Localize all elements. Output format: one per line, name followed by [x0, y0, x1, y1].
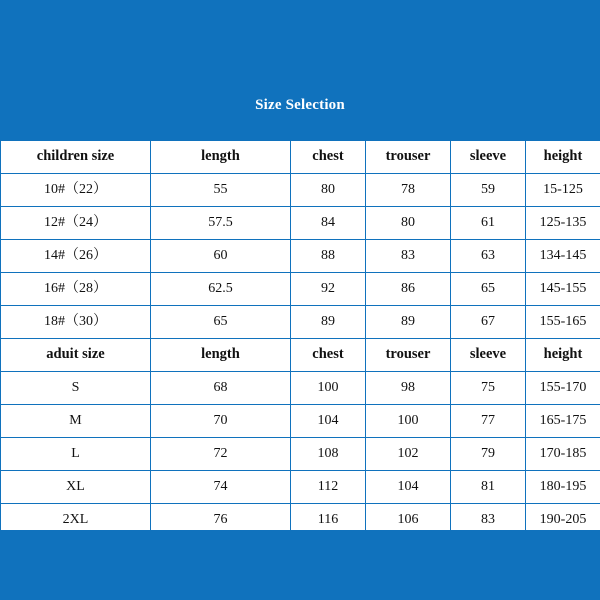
cell-trouser: 89	[366, 306, 451, 339]
cell-chest: 89	[291, 306, 366, 339]
cell-chest: 104	[291, 405, 366, 438]
cell-length: 62.5	[151, 273, 291, 306]
cell-sleeve: 83	[451, 504, 526, 537]
cell-length: 76	[151, 504, 291, 537]
cell-sleeve: 75	[451, 372, 526, 405]
cell-length: 65	[151, 306, 291, 339]
cell-length: 72	[151, 438, 291, 471]
cell-trouser: 83	[366, 240, 451, 273]
title-bar	[0, 0, 600, 140]
cell-trouser: 80	[366, 207, 451, 240]
column-header: sleeve	[451, 141, 526, 174]
bottom-background	[0, 530, 600, 600]
cell-sleeve: 59	[451, 174, 526, 207]
table-row	[1, 438, 600, 471]
cell-height: 170-185	[526, 438, 600, 471]
cell-trouser: 106	[366, 504, 451, 537]
column-header: sleeve	[451, 339, 526, 372]
cell-sleeve: 77	[451, 405, 526, 438]
cell-size: S	[1, 372, 151, 405]
cell-sleeve: 81	[451, 471, 526, 504]
table-row	[1, 372, 600, 405]
cell-length: 74	[151, 471, 291, 504]
cell-size: M	[1, 405, 151, 438]
cell-height: 125-135	[526, 207, 600, 240]
column-header: length	[151, 141, 291, 174]
column-header: length	[151, 339, 291, 372]
cell-height: 145-155	[526, 273, 600, 306]
table-header-row-adult	[1, 339, 600, 372]
cell-sleeve: 63	[451, 240, 526, 273]
cell-height: 180-195	[526, 471, 600, 504]
cell-sleeve: 61	[451, 207, 526, 240]
table-row	[1, 306, 600, 339]
cell-trouser: 98	[366, 372, 451, 405]
cell-chest: 84	[291, 207, 366, 240]
cell-size: L	[1, 438, 151, 471]
cell-height: 134-145	[526, 240, 600, 273]
cell-trouser: 102	[366, 438, 451, 471]
cell-length: 60	[151, 240, 291, 273]
cell-sleeve: 79	[451, 438, 526, 471]
page-title: Size Selection	[255, 97, 345, 113]
cell-length: 68	[151, 372, 291, 405]
cell-sleeve: 65	[451, 273, 526, 306]
table-row	[1, 240, 600, 273]
cell-chest: 108	[291, 438, 366, 471]
cell-size: 12#（24）	[1, 207, 151, 240]
column-header: trouser	[366, 339, 451, 372]
table-row	[1, 174, 600, 207]
size-table	[0, 140, 600, 537]
cell-trouser: 78	[366, 174, 451, 207]
table-row	[1, 471, 600, 504]
cell-chest: 88	[291, 240, 366, 273]
cell-chest: 100	[291, 372, 366, 405]
cell-sleeve: 67	[451, 306, 526, 339]
cell-height: 190-205	[526, 504, 600, 537]
cell-trouser: 86	[366, 273, 451, 306]
cell-size: 2XL	[1, 504, 151, 537]
cell-height: 155-165	[526, 306, 600, 339]
column-header: trouser	[366, 141, 451, 174]
table-row	[1, 273, 600, 306]
column-header: children size	[1, 141, 151, 174]
cell-trouser: 104	[366, 471, 451, 504]
cell-height: 15-125	[526, 174, 600, 207]
cell-chest: 116	[291, 504, 366, 537]
column-header: chest	[291, 339, 366, 372]
column-header: aduit size	[1, 339, 151, 372]
cell-size: 14#（26）	[1, 240, 151, 273]
cell-size: 16#（28）	[1, 273, 151, 306]
cell-size: 10#（22）	[1, 174, 151, 207]
table-header-row-children	[1, 141, 600, 174]
cell-chest: 112	[291, 471, 366, 504]
table-row	[1, 207, 600, 240]
cell-height: 155-170	[526, 372, 600, 405]
cell-trouser: 100	[366, 405, 451, 438]
column-header: height	[526, 339, 600, 372]
column-header: chest	[291, 141, 366, 174]
column-header: height	[526, 141, 600, 174]
table-row	[1, 405, 600, 438]
cell-size: 18#（30）	[1, 306, 151, 339]
cell-length: 55	[151, 174, 291, 207]
cell-size: XL	[1, 471, 151, 504]
cell-length: 57.5	[151, 207, 291, 240]
cell-height: 165-175	[526, 405, 600, 438]
cell-length: 70	[151, 405, 291, 438]
cell-chest: 92	[291, 273, 366, 306]
cell-chest: 80	[291, 174, 366, 207]
